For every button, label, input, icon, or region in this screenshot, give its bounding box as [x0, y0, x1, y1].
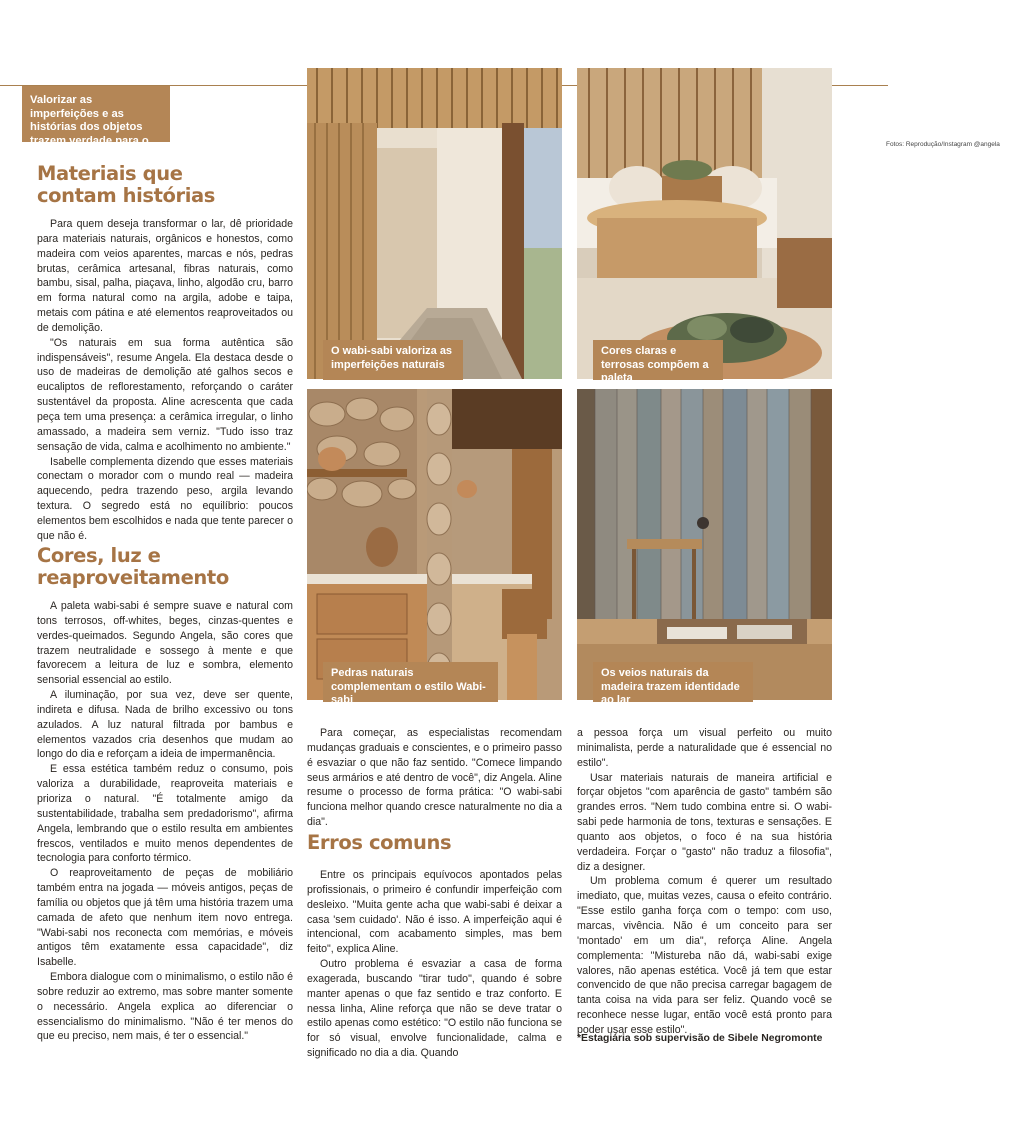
section-heading-materials: Materiais que contam histórias [37, 162, 215, 207]
top-rule-mid [562, 85, 578, 86]
section-body-materials [37, 217, 293, 544]
paragraph: "Os naturais em sua forma autêntica são indispensáveis", resume Angela. Ela destaca desde o uso de madeiras de demolição até galhos secos e eucaliptos de reflorestamento, reforçando o caráter sustentável da proposta. Aline acrescenta que cada peça tem uma presença: a cerâmica irregular, o linho amassado, a madeira sem verniz. "Tudo isso traz sensação de vida, calma e acolhimento no ambiente." [37, 336, 293, 453]
paragraph: O reaproveitamento de peças de mobiliário também entra na jogada — móveis antigos, peças de família ou objetos que já têm uma história trazem uma camada de afeto que nenhum item novo entrega. "Wabi-sabi nos reconecta com memórias, e móveis antigos têm exatamente essa capacidade", diz Isabelle. [37, 867, 293, 969]
paragraph: Usar materiais naturais de maneira artificial e forçar objetos "com aparência de gasto" também são grandes erros. "Nem tudo combina entre si. O wabi-sabi pede harmonia de tons, texturas e sensações. E quanto aos objetos, o foco é na sua história verdadeira. Forçar o "gasto" não traduz a filosofia", diz a designer. [577, 771, 832, 873]
caption-photo-2: Cores claras e terrosas compõem a paleta [593, 340, 723, 380]
section-body-errors [307, 868, 562, 1061]
paragraph: A paleta wabi-sabi é sempre suave e natural com tons terrosos, off-whites, beges, cinzas-quentes e verdes-queimados. Segundo Angela, são cores que trazem neutralidade e sossego à mente e que favorecem a leitura de luz e sombra, elemento sensorial essencial ao estilo. [37, 600, 293, 687]
right-column-body [577, 726, 832, 1038]
paragraph: E essa estética também reduz o consumo, pois valoriza a durabilidade, reaproveita materiais e prioriza o natural. "É totalmente amigo da sustentabilidade, trabalha sem predadorismo", afirma Angela, lembrando que o estilo resulta em ambientes frescos, ventilados e muito menos dependentes de tecnologia para conforto térmico. [37, 763, 293, 865]
photo-credit: Fotos: Reprodução/Instagram @angela [886, 141, 1000, 148]
caption-photo-3: Pedras naturais complementam o estilo Wabi-sabi [323, 662, 498, 702]
paragraph: Para começar, as especialistas recomendam mudanças graduais e conscientes, e o primeiro passo é esvaziar o que não faz sentido. "Comece limpando seus armários e até dentro de você", diz Angela. Aline resume o processo de forma prática: "O wabi-sabi funciona melhor quando cresce naturalmente no dia a dia". [307, 727, 562, 829]
caption-photo-1: O wabi-sabi valoriza as imperfeições naturais [323, 340, 463, 380]
paragraph: Embora dialogue com o minimalismo, o estilo não é sobre reduzir ao extremo, mas sobre manter somente o necessário. Angela explica ao diferenciar o essencialismo do minimalismo. "Não é ter menos do que eu preciso, nem mais, é ter o essencial." [37, 971, 293, 1043]
photo-wood-wall [577, 389, 832, 700]
photo-bamboo-corridor [307, 68, 562, 379]
section-heading-errors: Erros comuns [307, 831, 452, 854]
paragraph: Outro problema é esvaziar a casa de forma exagerada, buscando "tirar tudo", quando é sobre manter apenas o que faz sentido e traz conforto. E nessa linha, Aline reforça que não se deve tratar o estilo apenas como estético: "O estilo não funciona se for só visual, envolve funcionalidade, calma e significado no dia a dia. Quando [307, 958, 562, 1060]
pull-quote-box: Valorizar as imperfeições e as histórias dos objetos trazem verdade para o lar [22, 86, 170, 142]
middle-intro [307, 726, 562, 830]
paragraph: A iluminação, por sua vez, deve ser quente, indireta e difusa. Nada de brilho excessivo ou tons azulados. A luz natural filtrada por bambus e elementos vazados cria desenhos que mudam ao longo do dia e reforçam a ideia de impermanência. [37, 689, 293, 761]
paragraph: a pessoa força um visual perfeito ou muito minimalista, perde a naturalidade que é essencial no estilo". [577, 727, 832, 769]
author-signature: *Estagiária sob supervisão de Sibele Negromonte [577, 1033, 823, 1044]
paragraph: Um problema comum é querer um resultado imediato, que, muitas vezes, causa o efeito contrário. "Esse estilo ganha força com o tempo: com uso, marcas, vivência. Não é um conceito para ser 'montado' em um dia", reforça Aline. Angela complementa: "Mistureba não dá, wabi-sabi exige valores, não apenas estética. Você já tem que estar convencido de que não precisa carregar bagagem de tanta coisa na vida para ser feliz. Quando você se reconhece nesse lugar, então você está pronto para poder usar esse estilo". [577, 875, 832, 1036]
section-heading-colors: Cores, luz e reaproveitamento [37, 544, 229, 589]
caption-photo-4: Os veios naturais da madeira trazem identidade ao lar [593, 662, 753, 702]
paragraph: Para quem deseja transformar o lar, dê prioridade para materiais naturais, orgânicos e honestos, como madeira com veios aparentes, marcas e nós, pedras brutas, cerâmica artesanal, fibras naturais, como bambu, sisal, palha, piaçava, linho, algodão cru, barro em forma natural como na argila, adobe e taipa, metais com pátina e até elementos reaproveitados ou de demolição. [37, 218, 293, 334]
paragraph: Entre os principais equívocos apontados pelas profissionais, o primeiro é confundir imperfeição com desleixo. "Muita gente acha que wabi-sabi é deixar a casa 'sem cuidado'. Não é isso. A imperfeição aqui é intencional, com acabamento simples, mas bem feito", explica Aline. [307, 869, 562, 956]
photo-stone-kitchen [307, 389, 562, 700]
top-rule-right [832, 85, 888, 86]
section-body-colors [37, 599, 293, 1044]
photo-sofa-trunk-table [577, 68, 832, 379]
paragraph: Isabelle complementa dizendo que esses materiais conectam o morador com o mundo real — madeira aquecendo, pedra trazendo peso, argila levando textura. O segredo está no equilíbrio: poucos elementos bem escolhidos e nada que tente parecer o que não é. [37, 455, 293, 542]
